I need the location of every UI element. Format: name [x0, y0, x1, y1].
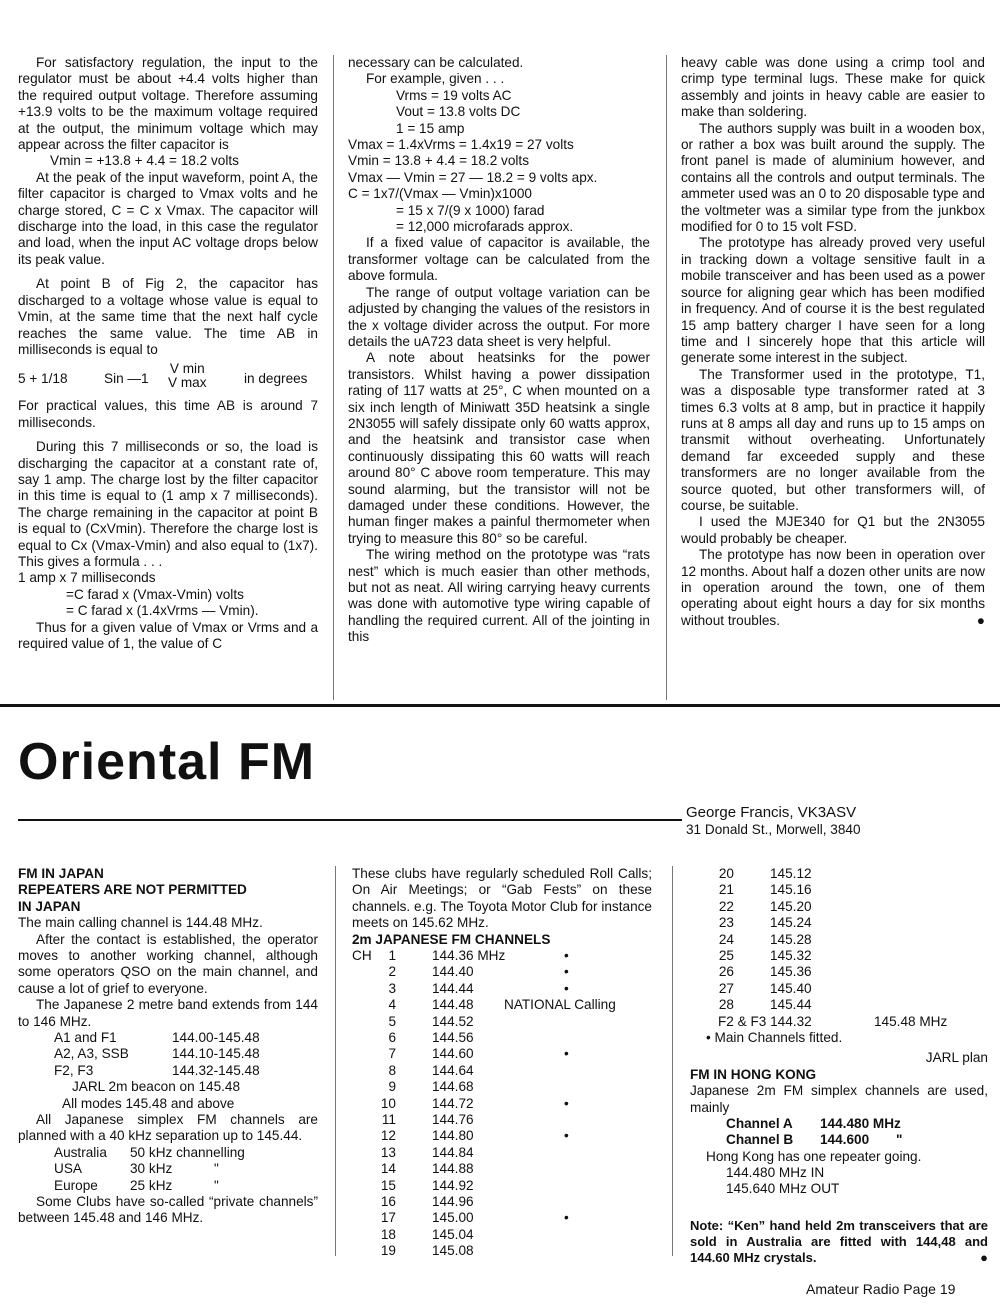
channel-row — [690, 964, 988, 980]
oriental-column-3 — [690, 866, 988, 1266]
section-divider — [0, 704, 1000, 707]
repeater-out-row: 145.640 MHz OUT — [726, 1181, 840, 1197]
section-heading: FM IN HONG KONG — [690, 1066, 817, 1082]
equation: Vout = 13.8 volts DC — [396, 104, 521, 120]
channel-frequency: 144.52 — [432, 1013, 474, 1029]
channel-frequency: 144.44 — [432, 980, 474, 996]
channel-row — [690, 997, 988, 1013]
channel-row — [352, 1063, 652, 1079]
channel-row — [690, 948, 988, 964]
column-divider — [666, 55, 667, 700]
column-divider — [335, 866, 336, 1256]
channel-number: 22 — [718, 898, 734, 914]
equation: C = 1x7/(Vmax — Vmin)x1000 — [348, 186, 532, 202]
channel-number: 2 — [388, 964, 396, 980]
channel-row — [352, 1046, 652, 1062]
spacing-row: Australia 50 kHz channelling — [54, 1144, 245, 1160]
channel-number: 21 — [718, 882, 734, 898]
channel-number: 10 — [380, 1095, 396, 1111]
channel-number: 13 — [380, 1144, 396, 1160]
oriental-column-1 — [18, 866, 318, 1227]
channel-row — [352, 1112, 652, 1128]
paragraph: Japanese 2m FM simplex channels are used, mainly — [690, 1083, 988, 1115]
channel-number: 27 — [718, 980, 734, 996]
section-heading: IN JAPAN — [18, 898, 81, 914]
channel-number: 8 — [388, 1062, 396, 1078]
channel-number: 28 — [718, 997, 734, 1013]
equation: Vmin = +13.8 + 4.4 = 18.2 volts — [50, 153, 239, 169]
paragraph: For satisfactory regulation, the input to the regulator must be about +4.4 volts higher than the required output voltage. Therefore assuming +13.9 volts to be the maximum voltage required at the output, the minimum voltage which may appear across the filter capacitor is — [18, 55, 318, 153]
spacing-row: Europe 25 kHz " — [54, 1177, 219, 1193]
paragraph: All Japanese simplex FM channels are planned with a 40 kHz separation up to 145.44. — [18, 1112, 318, 1144]
channel-frequency: 145.16 — [770, 882, 812, 898]
channel-list — [352, 948, 652, 1259]
equation: = C farad x (1.4xVrms — Vmin). — [66, 603, 259, 619]
channel-number: 14 — [380, 1161, 396, 1177]
column-divider — [333, 55, 334, 700]
paragraph: After the contact is established, the operator moves to another working channel, although some operators QSO on the main channel, and cause a lot of grief to everyone. — [18, 931, 318, 996]
channel-row — [352, 948, 652, 964]
equation: 1 amp x 7 milliseconds — [18, 570, 156, 586]
channel-row — [352, 1178, 652, 1194]
paragraph: Some Clubs have so-called “private channels” between 145.48 and 146 MHz. — [18, 1194, 318, 1226]
section-heading: 2m JAPANESE FM CHANNELS — [352, 931, 551, 947]
channel-number: 3 — [388, 980, 396, 996]
main-channel-marker: • — [564, 948, 569, 964]
channel-frequency: 144.40 — [432, 964, 474, 980]
main-channel-marker: • — [564, 1128, 569, 1144]
main-channel-marker: • — [564, 1095, 569, 1111]
channel-number: 25 — [718, 947, 734, 963]
channel-frequency: 144.68 — [432, 1079, 474, 1095]
article-column-3 — [681, 55, 985, 629]
equation: Vmax = 1.4xVrms = 1.4x19 = 27 volts — [348, 137, 574, 153]
channel-frequency: 145.20 — [770, 898, 812, 914]
channel-frequency: 144.76 — [432, 1111, 474, 1127]
modes-row: All modes 145.48 and above — [62, 1095, 235, 1111]
paragraph: heavy cable was done using a crimp tool and crimp type terminal lugs. These make for quick assembly and joints in heavy cable are easier to make than soldering. — [681, 55, 985, 120]
channel-number: 26 — [718, 964, 734, 980]
channel-number: 17 — [380, 1210, 396, 1226]
channel-frequency: 144.96 — [432, 1193, 474, 1209]
channel-frequency: 145.12 — [770, 866, 812, 881]
channel-number: 16 — [380, 1193, 396, 1209]
channel-number: 7 — [388, 1046, 396, 1062]
paragraph: The prototype has now been in operation over 12 months. About half a dozen other units are now in operation around the town, one of them operating about eight hours a day for six months without troubles. ● — [681, 547, 985, 628]
section-heading: REPEATERS ARE NOT PERMITTED — [18, 882, 247, 898]
channel-frequency: 144.56 — [432, 1029, 474, 1045]
channel-row — [690, 932, 988, 948]
column-divider — [672, 866, 673, 1256]
channel-row — [352, 997, 652, 1013]
channel-number: 15 — [380, 1177, 396, 1193]
channel-number: 1 — [388, 948, 396, 964]
paragraph: A note about heatsinks for the power transistors. Whilst having a power dissipation rating of 117 watts at 25°, C when mounted on a six inch length of Miniwatt 35D heatsink a single 2N3055 will safely dissipate only 60 watts approx, and the heatsink and transistor case when continuously dissipating this 60 watts will reach around 80° C above room temperature. This may sound alarming, but the transistor will not be damaged under these conditions. However, the human finger makes a painful thermometer when trying to measure this 80° so be careful. — [348, 350, 650, 546]
channel-number: 18 — [380, 1226, 396, 1242]
channel-number: 12 — [380, 1128, 396, 1144]
channel-a-row: Channel A 144.480 MHz — [726, 1115, 901, 1131]
main-channel-marker: • — [564, 980, 569, 996]
paragraph: The Japanese 2 metre band extends from 144 to 146 MHz. — [18, 997, 318, 1029]
channel-frequency: 144.84 — [432, 1144, 474, 1160]
paragraph: The Transformer used in the prototype, T1, was a disposable type transformer rated at 3 times 6.3 volts at 8 amp, but in practice it happily runs at 8 amps all day and runs up to 15 amps on transmit without overheating. Unfortunately demand far exceeded supply and these transformers are no longer available from the source quoted, but other transformers will, of course, be suitable. — [681, 366, 985, 513]
equation: = 12,000 microfarads approx. — [396, 219, 574, 235]
equation: = 15 x 7/(9 x 1000) farad — [396, 202, 545, 218]
channel-number: 23 — [718, 915, 734, 931]
main-channel-marker: • — [564, 1046, 569, 1062]
channel-frequency: 144.36 MHz — [432, 948, 506, 964]
paragraph: The range of output voltage variation can be adjusted by changing the values of the resistors in the x voltage divider across the output. For more details the uA723 data sheet is very helpful. — [348, 284, 650, 349]
channel-frequency: 144.60 — [432, 1046, 474, 1062]
fitted-note: • Main Channels fitted. — [706, 1029, 843, 1045]
paragraph: I used the MJE340 for Q1 but the 2N3055 would probably be cheaper. — [681, 514, 985, 546]
channel-row — [352, 1227, 652, 1243]
paragraph: Thus for a given value of Vmax or Vrms and a required value of 1, the value of C — [18, 619, 318, 651]
section-heading: FM IN JAPAN — [18, 866, 104, 881]
paragraph: These clubs have regularly scheduled Roll Calls; On Air Meetings; or “Gab Fests” on these channels. e.g. The Toyota Motor Club for instance meets on 145.62 MHz. — [352, 866, 652, 931]
channel-frequency: 145.36 — [770, 964, 812, 980]
channel-list — [690, 866, 988, 1014]
channel-frequency: 145.44 — [770, 997, 812, 1013]
channel-row — [352, 1030, 652, 1046]
article-title: Oriental FM — [18, 733, 316, 791]
equation: =C farad x (Vmax-Vmin) volts — [66, 586, 244, 602]
channel-row — [352, 1194, 652, 1210]
byline-rule — [18, 819, 682, 821]
channel-row — [690, 866, 988, 882]
repeater-in-row: 144.480 MHz IN — [726, 1165, 825, 1181]
channel-row — [690, 915, 988, 931]
jarl-plan-label: JARL plan — [925, 1050, 988, 1066]
paragraph: The authors supply was built in a wooden box, or rather a box was built around the supply. The front panel is made of aluminium however, and contains all the controls and output terminals. The ammeter used was an 0 to 20 disposable type and the voltmeter was a similar type from the junkbox modified for 0 to 15 volt FSD. — [681, 120, 985, 235]
channel-row — [352, 1096, 652, 1112]
beacon-row: JARL 2m beacon on 145.48 — [72, 1079, 241, 1095]
f2-f3-row: F2 & F3 144.32 145.48 MHz — [718, 1013, 948, 1029]
channel-frequency: 145.04 — [432, 1226, 474, 1242]
channel-frequency: 144.88 — [432, 1161, 474, 1177]
sine-formula: 5 + 1/18 Sin —1 V min V max in degrees — [18, 361, 308, 391]
channel-number: 11 — [381, 1111, 396, 1127]
channel-frequency: 144.80 — [432, 1128, 474, 1144]
article-column-2 — [348, 55, 650, 646]
channel-number: 5 — [388, 1013, 396, 1029]
page-footer: Amateur Radio Page 19 — [806, 1281, 956, 1297]
channel-row — [352, 964, 652, 980]
paragraph: If a fixed value of capacitor is available, the transformer voltage can be calculated from the above formula. — [348, 235, 650, 284]
channel-row — [352, 1161, 652, 1177]
channel-row — [352, 1128, 652, 1144]
channel-row — [690, 981, 988, 997]
equation: Vrms = 19 volts AC — [396, 87, 512, 103]
equation: Vmin = 13.8 + 4.4 = 18.2 volts — [348, 153, 529, 169]
channel-row — [352, 1014, 652, 1030]
paragraph: At point B of Fig 2, the capacitor has discharged to a voltage whose value is equal to Vmin, at the same time that the next half cycle reaches the same value. The time AB in milliseconds is equal to — [18, 276, 318, 357]
mode-row: F2, F3 144.32-145.48 — [54, 1062, 260, 1078]
channel-frequency: 145.24 — [770, 915, 812, 931]
main-channel-marker: • — [564, 1210, 569, 1226]
channel-row — [352, 1145, 652, 1161]
channel-frequency: 144.72 — [432, 1095, 474, 1111]
end-mark: ● — [980, 1249, 988, 1265]
author-name: George Francis, VK3ASV — [686, 804, 857, 821]
channel-frequency: 145.40 — [770, 980, 812, 996]
channel-frequency: 145.00 — [432, 1210, 474, 1226]
channel-row — [690, 899, 988, 915]
channel-frequency: 145.28 — [770, 931, 812, 947]
paragraph: At the peak of the input waveform, point A, the filter capacitor is charged to Vmax volts and he charge stored, C = C x Vmax. The capacitor will discharge into the load, in this case the regulator and load, when the input AC voltage drops below its peak value. — [18, 169, 318, 267]
channel-number: 6 — [388, 1029, 396, 1045]
channel-frequency: 145.32 — [770, 947, 812, 963]
paragraph: For practical values, this time AB is around 7 milliseconds. — [18, 398, 318, 430]
mode-row: A2, A3, SSB 144.10-145.48 — [54, 1046, 260, 1062]
channel-row — [352, 981, 652, 997]
equation: Vmax — Vmin = 27 — 18.2 = 9 volts apx. — [348, 169, 598, 185]
channel-number: 24 — [718, 931, 734, 947]
mode-row: A1 and F1 144.00-145.48 — [54, 1030, 260, 1046]
channel-frequency: 144.48 — [432, 997, 474, 1013]
paragraph: The prototype has already proved very useful in tracking down a voltage sensitive fault in a mobile transceiver and has been used as a power source for aligning gear which has been modified in frequency. And of course it is the best regulated 15 amp battery charger I have seen for a long time and I sincerely hope that this article will generate some interest in the subject. — [681, 235, 985, 366]
ch-prefix: CH — [352, 948, 372, 964]
channel-number: 20 — [718, 866, 734, 881]
article-column-1 — [18, 55, 318, 652]
repeater-row: Hong Kong has one repeater going. — [706, 1148, 922, 1164]
channel-row — [690, 882, 988, 898]
paragraph: The wiring method on the prototype was “rats nest” which is much easier than other methods, but not as neat. All wiring carrying heavy currents was done with automotive type wiring capable of handling the required current. All of the jointing in this — [348, 547, 650, 645]
paragraph: For example, given . . . — [366, 71, 505, 87]
author-address: 31 Donald St., Morwell, 3840 — [686, 822, 861, 837]
channel-number: 19 — [380, 1243, 396, 1259]
end-mark: ● — [976, 612, 985, 628]
channel-frequency: 144.64 — [432, 1062, 474, 1078]
channel-frequency: 145.08 — [432, 1243, 474, 1259]
oriental-column-2 — [352, 866, 652, 1259]
channel-row — [352, 1243, 652, 1259]
channel-number: 9 — [388, 1079, 396, 1095]
equation: 1 = 15 amp — [396, 120, 465, 136]
crystal-note: Note: “Ken” hand held 2m transceivers that are sold in Australia are fitted with 144,48 and 144.60 MHz crystals. ● — [690, 1217, 988, 1265]
channel-frequency: 144.92 — [432, 1177, 474, 1193]
paragraph: The main calling channel is 144.48 MHz. — [18, 915, 263, 931]
main-channel-marker: • — [564, 964, 569, 980]
paragraph: During this 7 milliseconds or so, the load is discharging the capacitor at a constant rate of, say 1 amp. The charge lost by the filter capacitor in this time is equal to (1 amp x 7 milliseconds). The charge remaining in the capacitor at point B is equal to (CxVmin). Therefore the charge lost is equal to Cx (Vmax-Vmin) and also equal to (1x7). This gives a formula . . . — [18, 439, 318, 569]
spacing-row: USA 30 kHz " — [54, 1161, 219, 1177]
channel-row — [352, 1210, 652, 1226]
channel-b-row: Channel B 144.600 " — [726, 1132, 903, 1148]
channel-note: NATIONAL Calling — [504, 997, 616, 1013]
channel-row — [352, 1079, 652, 1095]
paragraph: necessary can be calculated. — [348, 55, 524, 70]
channel-number: 4 — [388, 997, 396, 1013]
